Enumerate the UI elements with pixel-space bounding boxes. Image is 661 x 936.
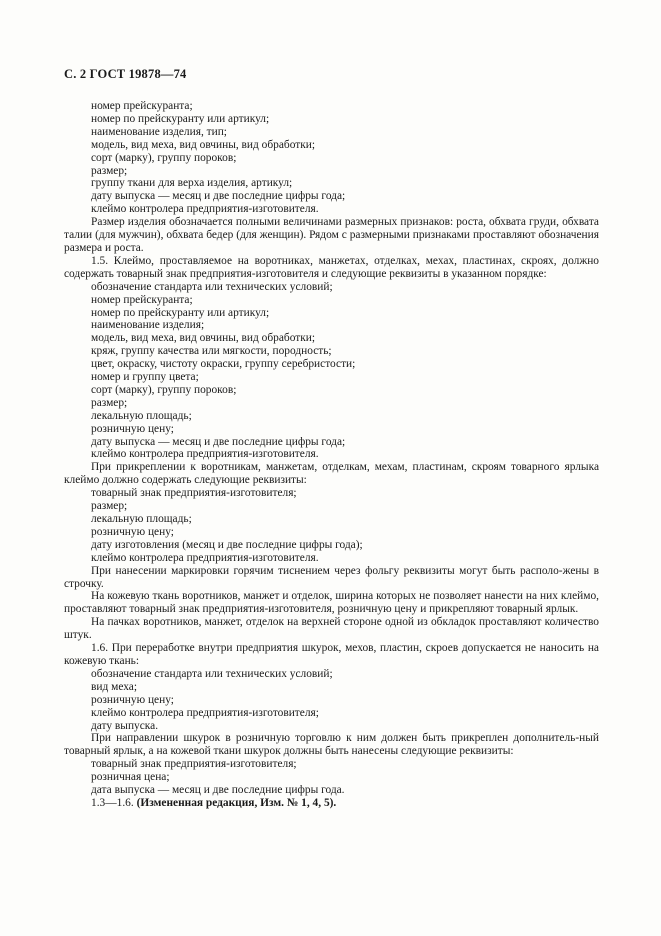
paragraph: номер прейскуранта; [91, 100, 193, 112]
paragraph: номер по прейскуранту или артикул; [91, 306, 270, 319]
document-body [64, 100, 599, 810]
paragraph: клеймо контролера предприятия-изготовителя; [91, 706, 319, 719]
paragraph: номер по прейскуранту или артикул; [91, 112, 270, 125]
paragraph: дату выпуска. [91, 719, 159, 732]
paragraph: обозначение стандарта или технических условий; [91, 280, 333, 293]
paragraph: дату выпуска — месяц и две последние цифры года; [91, 435, 346, 448]
paragraph: При нанесении маркировки горячим тиснением через фольгу реквизиты могут быть располо-жены в строчку. [64, 564, 599, 590]
paragraph: кряж, группу качества или мягкости, породность; [91, 345, 332, 358]
paragraph: размер; [91, 396, 128, 409]
paragraph: наименование изделия; [91, 319, 205, 332]
amendment-note: (Измененная редакция, Изм. № 1, 4, 5). [136, 796, 337, 809]
paragraph: дату изготовления (месяц и две последние цифры года); [91, 538, 363, 551]
paragraph: лекальную площадь; [91, 513, 192, 525]
paragraph: номер и группу цвета; [91, 371, 199, 384]
paragraph: дата выпуска — месяц и две последние цифры года. [91, 784, 345, 797]
paragraph: сорт (марку), группу пороков; [91, 383, 237, 396]
paragraph: 1.5. Клеймо, проставляемое на воротниках, манжетах, отделках, мехах, пластинах, скроях, должно содержать товарный знак предприятия-изготовителя и следующие реквизиты в указанном порядке: [64, 254, 599, 280]
paragraph: размер; [91, 164, 128, 177]
paragraph: розничную цену; [91, 525, 174, 538]
paragraph: группу ткани для верха изделия, артикул; [91, 177, 293, 190]
paragraph: сорт (марку), группу пороков; [91, 151, 237, 164]
paragraph: модель, вид меха, вид овчины, вид обработки; [91, 332, 316, 345]
paragraph: Размер изделия обозначается полными величинами размерных признаков: роста, обхвата груди, обхвата талии (для мужчин), обхвата бедер (для женщин). Рядом с размерными признаками проставляют обозначения размера и роста. [64, 216, 599, 254]
paragraph: обозначение стандарта или технических условий; [91, 667, 333, 680]
paragraph: размер; [91, 500, 128, 513]
paragraph: товарный знак предприятия-изготовителя; [91, 758, 297, 771]
paragraph: лекальную площадь; [91, 409, 192, 422]
paragraph: 1.6. При переработке внутри предприятия шкурок, мехов, пластин, скроев допускается не наносить на кожевую ткань: [64, 642, 599, 667]
paragraph: На кожевую ткань воротников, манжет и отделок, ширина которых не позволяет нанести на них клеймо, проставляют товарный знак предприятия-изготовителя, розничную цену и прикрепляют товарный ярлык. [64, 590, 599, 616]
paragraph: При прикреплении к воротникам, манжетам, отделкам, мехам, пластинам, скроям товарного ярлыка клеймо должно содержать следующие реквизиты: [64, 461, 599, 487]
paragraph: розничную цену; [91, 693, 174, 706]
closing-paragraph [64, 797, 599, 810]
paragraph: При направлении шкурок в розничную торговлю к ним должен быть прикреплен дополнитель-ный товарный ярлык, а на кожевой ткани шкурок должны быть нанесены следующие реквизиты: [64, 732, 599, 758]
paragraph: вид меха; [91, 680, 137, 693]
paragraph: наименование изделия, тип; [91, 125, 227, 138]
paragraph: дату выпуска — месяц и две последние цифры года; [91, 190, 346, 203]
paragraph: товарный знак предприятия-изготовителя; [91, 487, 297, 500]
closing-prefix: 1.3—1.6. [91, 796, 137, 809]
paragraph: розничную цену; [91, 422, 174, 435]
paragraph: клеймо контролера предприятия-изготовителя. [91, 448, 319, 461]
paragraph: номер прейскуранта; [91, 293, 193, 306]
page-header: С. 2 ГОСТ 19878—74 [64, 67, 187, 81]
paragraph: цвет, окраску, чистоту окраски, группу серебристости; [91, 358, 356, 371]
paragraph: модель, вид меха, вид овчины, вид обработки; [91, 138, 316, 151]
paragraph: клеймо контролера предприятия-изготовителя. [91, 203, 319, 216]
paragraph: клеймо контролера предприятия-изготовителя. [91, 551, 319, 564]
paragraph: розничная цена; [91, 771, 170, 784]
paragraph: На пачках воротников, манжет, отделок на верхней стороне одной из обкладок проставляют количество штук. [64, 616, 599, 642]
